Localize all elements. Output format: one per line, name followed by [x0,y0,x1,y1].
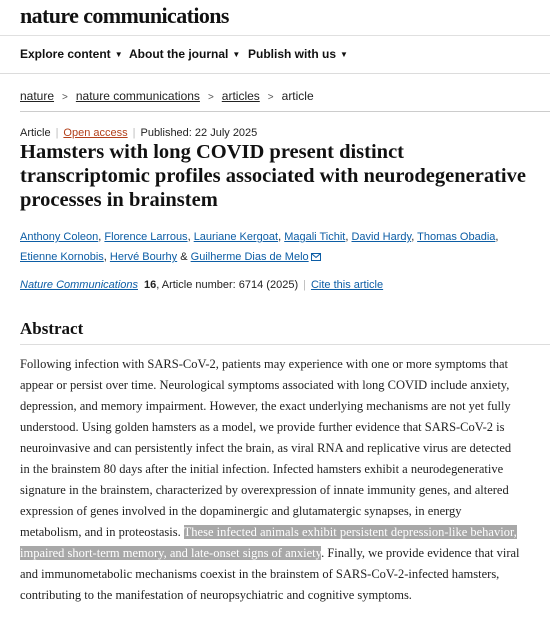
cite-this-article-link[interactable]: Cite this article [310,279,384,291]
nav-about-journal[interactable] [129,47,240,61]
chevron-right-icon: > [62,92,68,103]
article-type: Article [20,127,51,139]
divider [20,111,550,112]
breadcrumb-nature-communications[interactable]: nature communications [75,89,200,103]
journal-link[interactable]: Nature Communications [20,279,138,291]
open-access-link[interactable]: Open access [63,127,128,139]
article-meta: Article | Open access | Published: 22 July 2025 [20,127,258,139]
citation-line: Nature Communications 16, Article number: 6714 (2025) | Cite this article [20,279,384,291]
author-link[interactable]: Thomas Obadia [417,231,496,243]
journal-logo[interactable]: nature communications [20,3,229,28]
main-nav [0,36,550,74]
divider [20,344,550,345]
abstract-highlighted-text: These infected animals exhibit persistent depression-like behavior, impaired short-term memory, and late-onset signs of anxiety [20,525,517,560]
breadcrumb-articles[interactable]: articles [221,89,260,103]
author-link[interactable]: Hervé Bourhy [109,251,178,263]
author-link[interactable]: Guilherme Dias de Melo [190,251,309,263]
author-link[interactable]: David Hardy [351,231,412,243]
volume-number: 16 [144,279,157,291]
site-header [0,0,550,36]
chevron-right-icon: > [207,92,214,103]
published-date: Published: 22 July 2025 [140,127,258,139]
chevron-down-icon: ▼ [114,50,123,59]
breadcrumb-nature[interactable]: nature [20,89,55,103]
article-number: , Article number: 6714 (2025) [156,279,299,291]
mail-icon[interactable] [311,253,321,261]
nav-publish-with-us[interactable] [248,47,348,61]
breadcrumb-current: article [281,89,314,103]
breadcrumb [20,89,314,103]
author-conjunction: & [180,251,188,263]
author-link[interactable]: Etienne Kornobis [20,251,104,263]
article-title: Hamsters with long COVID present distinct transcriptomic profiles associated with neurodegenerative processes in brainstem [20,141,526,211]
nav-explore-label: Explore content [20,47,111,61]
author-list: Anthony Coleon, Florence Larrous, Lauriane Kergoat, Magali Tichit, David Hardy, Thomas Obadia, Etienne Kornobis, Hervé Bourhy & Guilherme Dias de Melo [20,231,499,263]
abstract-text [20,354,520,606]
chevron-down-icon: ▼ [232,50,241,59]
author-link[interactable]: Magali Tichit [284,231,346,243]
author-link[interactable]: Anthony Coleon [20,231,99,243]
nav-about-label: About the journal [129,47,229,61]
nav-publish-label: Publish with us [248,47,337,61]
author-link[interactable]: Lauriane Kergoat [193,231,279,243]
chevron-right-icon: > [267,92,274,103]
author-link[interactable]: Florence Larrous [104,231,188,243]
chevron-down-icon: ▼ [340,50,348,59]
abstract-text-part: Following infection with SARS-CoV-2, patients may experience with one or more symptoms that appear or persist over time. Neurological symptoms associated with long COVID include anxiety, depression, and memory impairment. However, the exact underlying mechanisms are not yet fully understood. Using golden hamsters as a model, we provide further evidence that SARS-CoV-2 is neuroinvasive and can persistently infect the brain, as viral RNA and replicative virus are detected in the brainstem 80 days after the initial infection. Infected hamsters exhibit a neurodegenerative signature in the brainstem, characterized by overexpression of innate immunity genes, and altered expression of genes involved in the dopaminergic and glutamatergic synapses, in energy metabolism, and in proteostasis. [20,357,512,539]
abstract-text-part: . Finally, we provide evidence that viral and immunometabolic mechanisms coexist in the brainstem of SARS-CoV-2-infected hamsters, contributing to the manifestation of neuropsychiatric and cognitive symptoms. [20,546,520,602]
nav-explore-content[interactable] [20,47,123,61]
abstract-heading: Abstract [20,319,84,338]
